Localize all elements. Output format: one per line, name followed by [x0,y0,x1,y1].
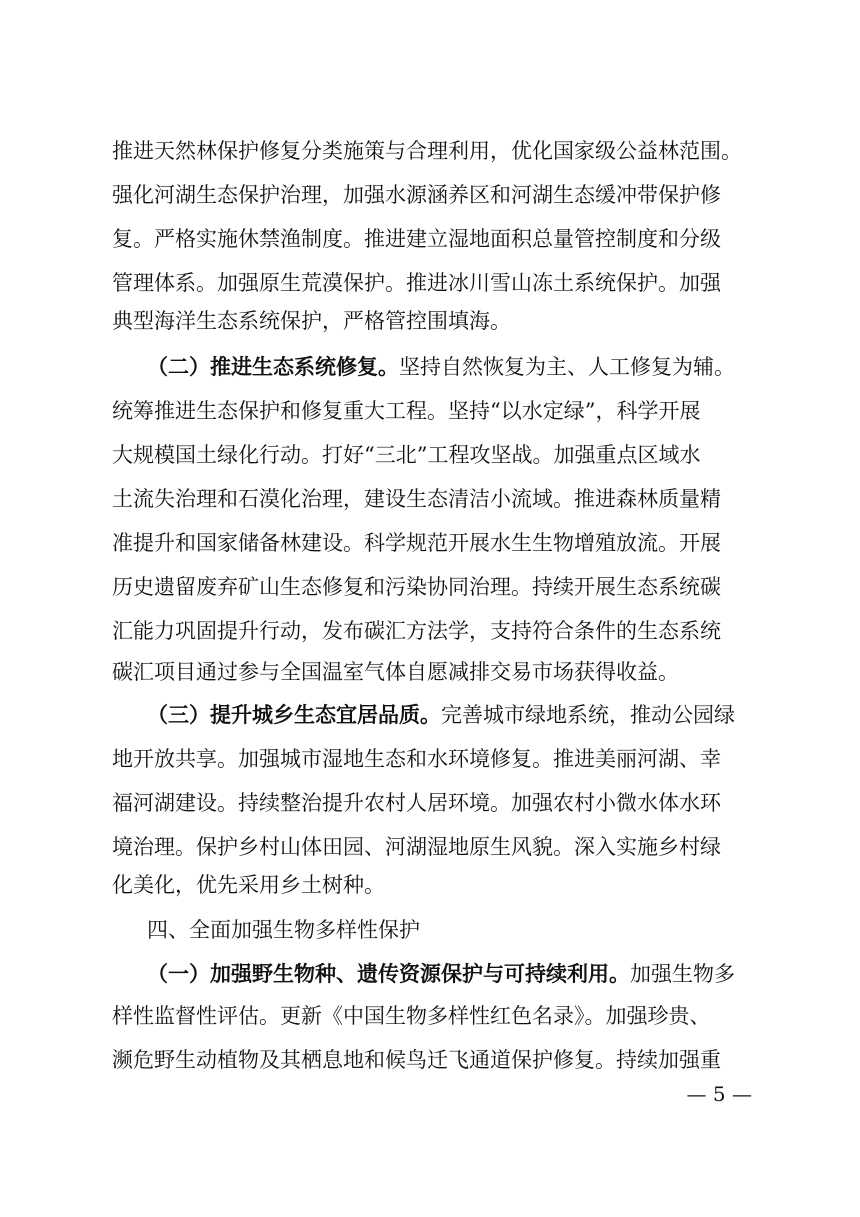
body-line: 化美化，优先采用乡土树种。 [112,873,385,897]
paragraph-first-line [147,347,752,387]
body-line: 濒危野生动植物及其栖息地和候鸟迁飞通道保护修复。持续加强重 [112,1048,721,1072]
page-number: — 5 — [686,1082,752,1106]
paragraph-text: 完善城市绿地系统，推动公园绿 [441,703,735,727]
body-line: 汇能力巩固提升行动，发布碳汇方法学，支持符合条件的生态系统 [112,619,721,643]
body-line: 统筹推进生态保护和修复重大工程。坚持“以水定绿”，科学开展 [112,399,701,423]
paragraph-lead-heading: （一）加强野生物种、遗传资源保护与可持续利用。 [147,962,630,986]
body-line: 管理体系。加强原生荒漠保护。推进冰川雪山冻土系统保护。加强 [112,271,721,295]
body-line: 强化河湖生态保护治理，加强水源涵养区和河湖生态缓冲带保护修 [112,183,721,207]
body-line: 福河湖建设。持续整治提升农村人居环境。加强农村小微水体水环 [112,791,721,815]
paragraph-text: 坚持自然恢复为主、人工修复为辅。 [399,355,735,379]
body-line: 地开放共享。加强城市湿地生态和水环境修复。推进美丽河湖、幸 [112,747,721,771]
body-line: 碳汇项目通过参与全国温室气体自愿减排交易市场获得收益。 [112,660,679,684]
paragraph-lead-heading: （三）提升城乡生态宜居品质。 [147,703,441,727]
body-line: 典型海洋生态系统保护，严格管控围填海。 [112,309,511,333]
paragraph-first-line [147,695,752,735]
paragraph-first-line [147,954,752,994]
body-line: 历史遗留废弃矿山生态修复和污染协同治理。持续开展生态系统碳 [112,575,721,599]
body-line: 复。严格实施休禁渔制度。推进建立湿地面积总量管控制度和分级 [112,227,721,251]
body-line: 境治理。保护乡村山体田园、河湖湿地原生风貌。深入实施乡村绿 [112,835,721,859]
body-line: 样性监督性评估。更新《中国生物多样性红色名录》。加强珍贵、 [112,1004,711,1028]
paragraph-lead-heading: （二）推进生态系统修复。 [147,355,399,379]
paragraph-text: 加强生物多 [630,962,735,986]
section-heading: 四、全面加强生物多样性保护 [147,918,420,942]
body-line: 土流失治理和石漠化治理，建设生态清洁小流域。推进森林质量精 [112,487,721,511]
body-line: 推进天然林保护修复分类施策与合理利用，优化国家级公益林范围。 [112,139,742,163]
body-line: 大规模国土绿化行动。打好“三北”工程攻坚战。加强重点区域水 [112,443,701,467]
body-line: 准提升和国家储备林建设。科学规范开展水生生物增殖放流。开展 [112,531,721,555]
